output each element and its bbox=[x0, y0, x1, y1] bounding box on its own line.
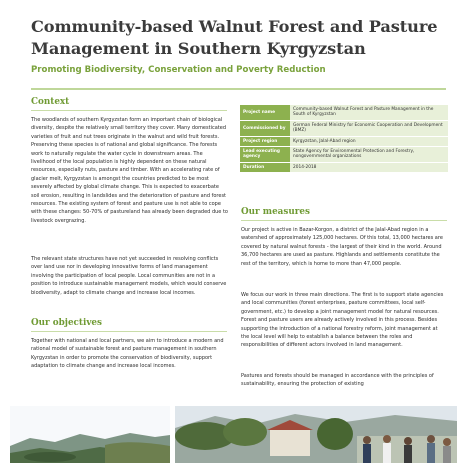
commissioned-by-value: German Federal Ministry for Economic Cooperation and Development (BMZ) bbox=[290, 121, 448, 136]
project-region-label: Project region bbox=[240, 137, 290, 146]
lead-agency-label: Lead executing agency bbox=[240, 147, 290, 162]
page-title: Community-based Walnut Forest and Pasture Management in Southern Kyrgyzstan bbox=[31, 17, 438, 58]
measures-paragraph-1: Our project is active in Bazar-Korgon, a district of the Jalal-Abad region in a watershed of approximately 125,000 hectares. Of this total, 13,000 hectares are covered by natural walnut forests - the largest of their kind in the world. Around 36,700 hectares are used as pasture. Highlands and settlements constitute the rest of the territory, which is home to more than 47,000 people. bbox=[241, 227, 443, 267]
table-row bbox=[240, 105, 448, 120]
context-paragraph-1: The woodlands of southern Kyrgyzstan form an important chain of biological diversity, despite the relatively small territory they cover. Many domesticated varieties of fruit and nut trees originate in the walnut and wild fruit forests. Preserving these species is of national and global significance. The forests work to naturally regulate the water cycle in downstream areas. The livelihood of the local population is highly dependent on these natural resources, especially nuts, pasture and timber. With an accelerating rate of glacier melt, Kyrgyzstan is amongst the countries predicted to be most severely affected by global climate change. This is expected to exacerbate soil erosion, resulting in landslides and the deterioration of pasture and forest resources. The existing system of forest and pasture use is not able to cope with these changes: 50-70% of pastureland has already been degraded due to livestock overgrazing. bbox=[31, 117, 228, 224]
header-divider bbox=[31, 88, 446, 90]
project-name-value: Community-based Walnut Forest and Pasture Management in the South of Kyrgyzstan bbox=[290, 105, 448, 120]
objectives-paragraph: Together with national and local partners, we aim to introduce a modern and rational model of sustainable forest and pasture management in southern Kyrgyzstan in order to promote the conservation of biodiversity, support adaptation to climate change and increase local incomes. bbox=[31, 338, 224, 370]
table-row bbox=[240, 147, 448, 162]
photo-strip bbox=[0, 406, 457, 463]
project-region-value: Kyrgyzstan, Jalal-Abad region bbox=[290, 137, 448, 146]
measures-paragraph-3: Pastures and forests should be managed in accordance with the principles of sustainability, ensuring the protection of existing bbox=[241, 373, 434, 388]
objectives-divider bbox=[31, 331, 227, 332]
commissioned-by-label: Commissioned by bbox=[240, 121, 290, 136]
measures-divider bbox=[241, 220, 447, 221]
measures-heading: Our measures bbox=[241, 207, 310, 217]
context-heading: Context bbox=[31, 97, 70, 107]
context-paragraph-2: The relevant state structures have not yet succeeded in resolving conflicts over land use nor in developing innovative forms of land management involving the participation of local people. Local communities are not in a position to introduce sustainable management models, which would conserve biodiversity, adapt to climate change and increase local incomes. bbox=[31, 256, 227, 296]
objectives-heading: Our objectives bbox=[31, 318, 102, 328]
measures-paragraph-2: We focus our work in three main directions. The first is to support state agencies and local communities (forest enterprises, pasture committees, local self-government, etc.) to develop a joint management model for natural resources. Forest and pasture users are already actively involved in this process. Besides supporting the introduction of a national forestry reform, joint management at the local level will help to establish a balance between the roles and responsibilities of different actors involved in land management. bbox=[241, 292, 444, 349]
table-row bbox=[240, 163, 448, 172]
community-photo bbox=[175, 406, 457, 463]
duration-label: Duration bbox=[240, 163, 290, 172]
project-name-label: Project name bbox=[240, 105, 290, 120]
landscape-photo bbox=[10, 406, 170, 463]
context-divider bbox=[31, 110, 227, 111]
lead-agency-value: State Agency for Environmental Protection and Forestry, nongovernmental organizations bbox=[290, 147, 448, 162]
table-row bbox=[240, 121, 448, 136]
page-subtitle: Promoting Biodiversity, Conservation and Poverty Reduction bbox=[31, 65, 326, 75]
table-row bbox=[240, 137, 448, 146]
duration-value: 2014-2018 bbox=[290, 163, 448, 172]
project-info-table bbox=[240, 104, 448, 173]
